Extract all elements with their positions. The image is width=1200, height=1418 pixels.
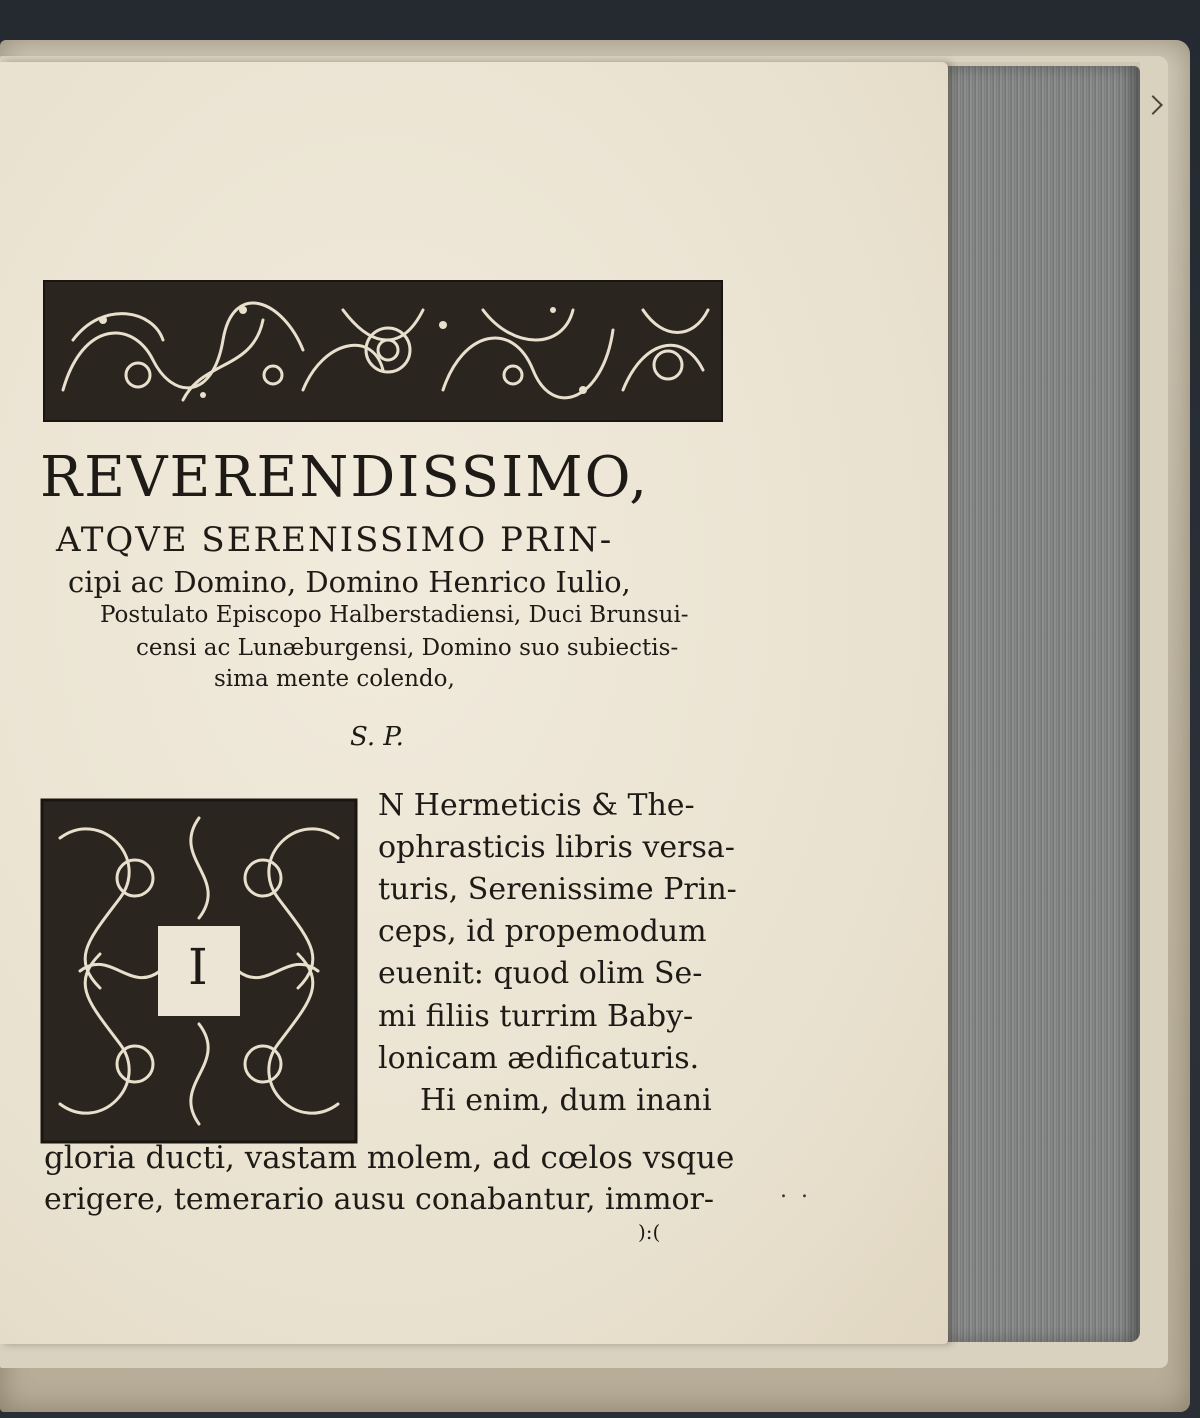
body-line-2: ophrasticis libris versa- xyxy=(378,830,735,865)
signature-mark: ):( xyxy=(638,1220,661,1244)
body-line-7: lonicam ædificaturis. xyxy=(378,1041,700,1076)
address-line-2: Postulato Episcopo Halberstadiensi, Duci Brunsui- xyxy=(100,602,689,628)
headpiece-ornament-icon xyxy=(43,280,723,422)
address-line-3: censi ac Lunæburgensi, Domino suo subiectis- xyxy=(136,635,679,661)
body-line-9: gloria ducti, vastam molem, ad cœlos vsque xyxy=(44,1140,735,1176)
body-line-6: mi filiis turrim Baby- xyxy=(378,999,694,1034)
body-line-3: turis, Serenissime Prin- xyxy=(378,872,737,907)
cover-dots: . . xyxy=(780,1178,808,1203)
subheading: ATQVE SERENISSIMO PRIN- xyxy=(56,520,614,560)
page-stack-edge xyxy=(930,66,1140,1342)
address-line-1: cipi ac Domino, Domino Henrico Iulio, xyxy=(68,565,631,599)
body-line-4: ceps, id propemodum xyxy=(378,914,707,949)
body-line-10: erigere, temerario ausu conabantur, immor- xyxy=(44,1182,715,1217)
body-line-8: Hi enim, dum inani xyxy=(420,1083,712,1118)
initial-letter: I xyxy=(188,938,208,996)
body-line-1: N Hermeticis & The- xyxy=(378,788,695,823)
body-line-5: euenit: quod olim Se- xyxy=(378,956,703,991)
heading-title: REVERENDISSIMO, xyxy=(40,445,650,510)
salutation: S. P. xyxy=(350,722,404,752)
address-line-4: sima mente colendo, xyxy=(214,666,455,692)
book-page xyxy=(0,62,948,1344)
